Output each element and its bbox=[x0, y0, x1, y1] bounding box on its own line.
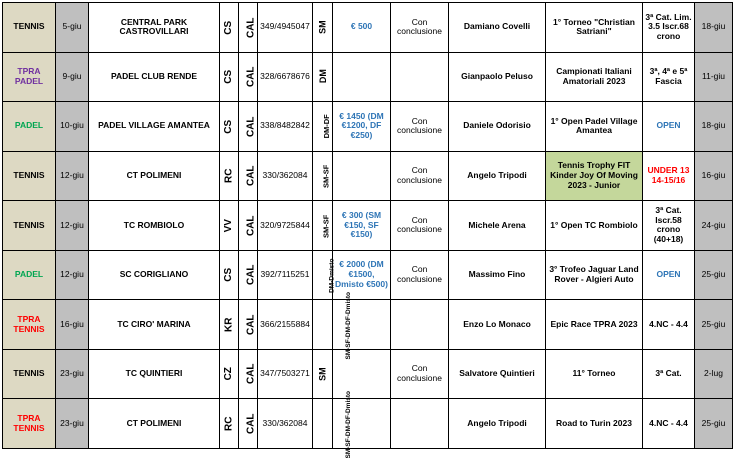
province-cell-text: RC bbox=[223, 416, 235, 431]
end-date-cell bbox=[695, 349, 733, 399]
end-date-cell bbox=[695, 250, 733, 300]
sport-cell-text: TPRA TENNIS bbox=[13, 313, 45, 334]
specialty-cell-text: SM bbox=[317, 20, 328, 34]
specialty-cell-text: DM-DF bbox=[321, 114, 331, 139]
sport-cell-text: TPRA TENNIS bbox=[13, 412, 45, 433]
province-cell-text: RC bbox=[223, 168, 235, 184]
phone-cell bbox=[258, 201, 313, 251]
prize-cell-text: € 300 (SM €150, SF €150) bbox=[341, 209, 382, 240]
province-cell bbox=[220, 201, 239, 251]
phone-cell-text: 366/2155884 bbox=[260, 318, 310, 329]
organizer-cell-text: Gianpaolo Peluso bbox=[461, 70, 533, 81]
end-date-cell bbox=[695, 52, 733, 102]
conclusion-cell-text: Con conclusione bbox=[397, 363, 442, 384]
province-cell bbox=[220, 399, 239, 449]
club-cell bbox=[89, 349, 220, 399]
prize-cell bbox=[333, 151, 391, 201]
club-cell bbox=[89, 102, 220, 152]
region-cell bbox=[239, 250, 258, 300]
region-cell bbox=[239, 201, 258, 251]
region-cell bbox=[239, 399, 258, 449]
province-cell bbox=[220, 102, 239, 152]
start-date-cell-text: 10-giu bbox=[60, 120, 84, 131]
end-date-cell-text: 16-giu bbox=[701, 170, 726, 181]
organizer-cell-text: Daniele Odorisio bbox=[463, 120, 531, 131]
province-cell bbox=[220, 300, 239, 350]
end-date-cell bbox=[695, 201, 733, 251]
specialty-cell bbox=[313, 390, 353, 458]
phone-cell bbox=[258, 250, 313, 300]
prize-cell bbox=[333, 399, 391, 449]
sport-cell-text: TENNIS bbox=[13, 368, 45, 379]
phone-cell bbox=[258, 3, 313, 53]
end-date-cell bbox=[695, 3, 733, 53]
prize-cell bbox=[333, 102, 391, 152]
conclusion-cell bbox=[391, 349, 449, 399]
sport-cell-text: TENNIS bbox=[13, 219, 45, 230]
event-cell-text: 11° Torneo bbox=[572, 368, 616, 379]
category-cell bbox=[643, 250, 695, 300]
sport-cell bbox=[3, 102, 56, 152]
end-date-cell-text: 25-giu bbox=[701, 269, 726, 280]
region-cell-text: CAL bbox=[245, 264, 257, 286]
event-cell bbox=[546, 201, 643, 251]
sport-cell bbox=[3, 52, 56, 102]
sport-cell-text: PADEL bbox=[14, 120, 44, 131]
table-body bbox=[3, 3, 733, 458]
region-cell bbox=[239, 3, 258, 53]
conclusion-cell-text: Con conclusione bbox=[397, 16, 442, 37]
organizer-cell-text: Massimo Fino bbox=[468, 269, 526, 280]
start-date-cell bbox=[56, 201, 89, 251]
prize-cell bbox=[333, 250, 391, 300]
table-row bbox=[3, 250, 733, 300]
start-date-cell bbox=[56, 300, 89, 350]
specialty-cell bbox=[313, 349, 333, 399]
category-cell bbox=[643, 399, 695, 449]
club-cell-text: TC QUINTIERI bbox=[125, 368, 183, 379]
start-date-cell bbox=[56, 399, 89, 449]
category-cell-text: 4.NC - 4.4 bbox=[649, 417, 688, 428]
prize-cell-text: € 1450 (DM €1200, DF €250) bbox=[339, 110, 384, 141]
category-cell bbox=[643, 300, 695, 350]
conclusion-cell-text: Con conclusione bbox=[397, 165, 442, 185]
region-cell-text: CAL bbox=[245, 165, 257, 187]
event-cell-text: Road to Turin 2023 bbox=[556, 417, 632, 428]
club-cell bbox=[89, 201, 220, 251]
phone-cell-text: 328/6678676 bbox=[260, 70, 310, 81]
specialty-cell-text: SM-SF-DM-DF-Dmisto bbox=[345, 291, 353, 360]
club-cell-text: SC CORIGLIANO bbox=[119, 269, 189, 280]
event-cell-text: 1° Open TC Rombiolo bbox=[550, 219, 638, 230]
prize-cell bbox=[333, 201, 391, 251]
province-cell bbox=[220, 151, 239, 201]
event-cell-text: Tennis Trophy FIT Kinder Joy Of Moving 2023 - Junior bbox=[550, 160, 638, 190]
organizer-cell bbox=[449, 3, 546, 53]
category-cell-text: 3ª Cat. Iscr.58 crono (40+18) bbox=[653, 204, 684, 245]
prize-cell-text: € 2000 (DM €1500, Dmisto €500) bbox=[335, 259, 388, 289]
phone-cell bbox=[258, 151, 313, 201]
club-cell bbox=[89, 399, 220, 449]
specialty-cell-text: DM-Dmisto bbox=[328, 258, 336, 294]
end-date-cell-text: 25-giu bbox=[701, 318, 726, 329]
prize-cell bbox=[333, 349, 391, 399]
table-row bbox=[3, 102, 733, 152]
province-cell-text: CS bbox=[223, 69, 235, 84]
phone-cell bbox=[258, 52, 313, 102]
event-cell bbox=[546, 151, 643, 201]
club-cell-text: PADEL CLUB RENDE bbox=[110, 70, 198, 81]
table-row bbox=[3, 399, 733, 449]
sport-cell-text: TENNIS bbox=[13, 170, 45, 181]
start-date-cell-text: 12-giu bbox=[60, 170, 84, 181]
province-cell-text: CS bbox=[223, 20, 235, 35]
end-date-cell bbox=[695, 102, 733, 152]
end-date-cell-text: 24-giu bbox=[701, 219, 726, 230]
club-cell bbox=[89, 52, 220, 102]
event-cell-text: Epic Race TPRA 2023 bbox=[550, 318, 638, 329]
club-cell bbox=[89, 250, 220, 300]
region-cell-text: CAL bbox=[245, 314, 257, 335]
start-date-cell-text: 9-giu bbox=[62, 70, 82, 81]
start-date-cell bbox=[56, 349, 89, 399]
start-date-cell bbox=[56, 52, 89, 102]
organizer-cell-text: Enzo Lo Monaco bbox=[463, 318, 531, 329]
club-cell bbox=[89, 151, 220, 201]
prize-cell bbox=[333, 300, 391, 350]
end-date-cell bbox=[695, 151, 733, 201]
organizer-cell bbox=[449, 399, 546, 449]
category-cell-text: UNDER 13 14-15/16 bbox=[647, 165, 690, 185]
end-date-cell-text: 18-giu bbox=[701, 21, 726, 32]
phone-cell bbox=[258, 300, 313, 350]
sport-cell bbox=[3, 399, 56, 449]
sport-cell bbox=[3, 3, 56, 53]
conclusion-cell bbox=[391, 300, 449, 350]
phone-cell-text: 320/9725844 bbox=[260, 219, 310, 230]
specialty-cell bbox=[313, 250, 336, 300]
table-row bbox=[3, 349, 733, 399]
tournament-table bbox=[2, 2, 733, 458]
province-cell-text: CS bbox=[223, 268, 235, 282]
club-cell bbox=[89, 300, 220, 350]
region-cell-text: CAL bbox=[245, 16, 257, 38]
region-cell-text: CAL bbox=[245, 215, 257, 236]
start-date-cell bbox=[56, 102, 89, 152]
region-cell-text: CAL bbox=[245, 413, 257, 434]
specialty-cell-text: DM bbox=[317, 69, 328, 84]
sport-cell bbox=[3, 201, 56, 251]
conclusion-cell bbox=[391, 201, 449, 251]
end-date-cell-text: 11-giu bbox=[702, 70, 725, 81]
organizer-cell-text: Angelo Tripodi bbox=[467, 170, 527, 181]
table-row bbox=[3, 300, 733, 350]
province-cell-text: CS bbox=[223, 119, 235, 134]
start-date-cell-text: 12-giu bbox=[60, 219, 84, 230]
club-cell-text: CENTRAL PARK CASTROVILLARI bbox=[119, 16, 189, 37]
category-cell-text: OPEN bbox=[656, 120, 681, 131]
phone-cell bbox=[258, 349, 313, 399]
club-cell-text: TC ROMBIOLO bbox=[123, 219, 185, 230]
start-date-cell-text: 23-giu bbox=[60, 417, 84, 428]
organizer-cell bbox=[449, 201, 546, 251]
sport-cell bbox=[3, 250, 56, 300]
region-cell-text: CAL bbox=[245, 363, 257, 385]
conclusion-cell bbox=[391, 399, 449, 449]
start-date-cell-text: 12-giu bbox=[60, 269, 84, 280]
table-row bbox=[3, 52, 733, 102]
start-date-cell bbox=[56, 250, 89, 300]
prize-cell bbox=[333, 52, 391, 102]
club-cell bbox=[89, 3, 220, 53]
start-date-cell-text: 16-giu bbox=[60, 318, 84, 329]
region-cell bbox=[239, 300, 258, 350]
conclusion-cell bbox=[391, 250, 449, 300]
category-cell bbox=[643, 201, 695, 251]
region-cell bbox=[239, 102, 258, 152]
event-cell bbox=[546, 250, 643, 300]
province-cell-text: VV bbox=[223, 218, 235, 233]
event-cell bbox=[546, 300, 643, 350]
category-cell-text: OPEN bbox=[656, 269, 681, 280]
organizer-cell bbox=[449, 102, 546, 152]
start-date-cell-text: 5-giu bbox=[62, 21, 82, 32]
table-row bbox=[3, 201, 733, 251]
event-cell bbox=[546, 102, 643, 152]
event-cell-text: 1° Torneo "Christian Satriani" bbox=[553, 16, 635, 37]
event-cell bbox=[546, 52, 643, 102]
category-cell bbox=[643, 151, 695, 201]
club-cell-text: CT POLIMENI bbox=[126, 170, 182, 181]
organizer-cell-text: Damiano Covelli bbox=[463, 21, 531, 32]
conclusion-cell bbox=[391, 102, 449, 152]
specialty-cell bbox=[313, 201, 333, 251]
region-cell-text: CAL bbox=[245, 116, 257, 137]
sport-cell-text: TENNIS bbox=[13, 21, 45, 32]
start-date-cell bbox=[56, 3, 89, 53]
category-cell-text: 3ª, 4ª e 5ª Fascia bbox=[649, 66, 688, 86]
region-cell bbox=[239, 52, 258, 102]
province-cell bbox=[220, 349, 239, 399]
event-cell bbox=[546, 349, 643, 399]
conclusion-cell bbox=[391, 3, 449, 53]
specialty-cell-text: SM-SF bbox=[321, 214, 331, 238]
organizer-cell-text: Angelo Tripodi bbox=[467, 417, 527, 428]
region-cell-text: CAL bbox=[245, 66, 257, 88]
event-cell bbox=[546, 3, 643, 53]
sport-cell bbox=[3, 151, 56, 201]
organizer-cell-text: Michele Arena bbox=[468, 219, 526, 230]
club-cell-text: PADEL VILLAGE AMANTEA bbox=[98, 120, 210, 131]
event-cell bbox=[546, 399, 643, 449]
end-date-cell bbox=[695, 399, 733, 449]
club-cell-text: CT POLIMENI bbox=[126, 417, 182, 428]
region-cell bbox=[239, 151, 258, 201]
specialty-cell-text: SM-SF-DM-DF-Dmisto bbox=[345, 390, 353, 458]
phone-cell-text: 330/362084 bbox=[262, 417, 308, 428]
phone-cell-text: 392/7115251 bbox=[260, 269, 310, 280]
province-cell-text: KR bbox=[223, 317, 235, 332]
end-date-cell-text: 18-giu bbox=[701, 120, 726, 131]
region-cell bbox=[239, 349, 258, 399]
phone-cell-text: 338/8482842 bbox=[260, 120, 310, 131]
phone-cell-text: 330/362084 bbox=[262, 170, 308, 181]
club-cell-text: TC CIRO' MARINA bbox=[117, 318, 191, 329]
phone-cell-text: 349/4945047 bbox=[260, 21, 310, 32]
province-cell bbox=[220, 3, 239, 53]
specialty-cell bbox=[313, 102, 333, 152]
phone-cell bbox=[258, 399, 313, 449]
province-cell bbox=[220, 52, 239, 102]
conclusion-cell-text: Con conclusione bbox=[397, 264, 442, 284]
province-cell-text: CZ bbox=[223, 367, 235, 381]
organizer-cell bbox=[449, 349, 546, 399]
sport-cell-text: PADEL bbox=[14, 269, 44, 280]
specialty-cell bbox=[313, 52, 333, 102]
conclusion-cell-text: Con conclusione bbox=[397, 214, 442, 235]
organizer-cell bbox=[449, 300, 546, 350]
organizer-cell bbox=[449, 250, 546, 300]
specialty-cell-text: SM-SF bbox=[321, 164, 331, 189]
phone-cell-text: 347/7503271 bbox=[260, 368, 310, 379]
phone-cell bbox=[258, 102, 313, 152]
organizer-cell bbox=[449, 151, 546, 201]
end-date-cell bbox=[695, 300, 733, 350]
category-cell-text: 4.NC - 4.4 bbox=[649, 318, 688, 329]
conclusion-cell bbox=[391, 151, 449, 201]
category-cell-text: 3ª Cat. bbox=[655, 368, 682, 379]
specialty-cell bbox=[313, 3, 333, 53]
sport-cell-text: TPRA PADEL bbox=[14, 66, 44, 86]
organizer-cell bbox=[449, 52, 546, 102]
specialty-cell bbox=[313, 291, 353, 360]
prize-cell bbox=[333, 3, 391, 53]
category-cell bbox=[643, 3, 695, 53]
category-cell bbox=[643, 52, 695, 102]
table-row bbox=[3, 3, 733, 53]
conclusion-cell bbox=[391, 52, 449, 102]
prize-cell-text: € 500 bbox=[350, 21, 373, 32]
category-cell bbox=[643, 102, 695, 152]
start-date-cell-text: 23-giu bbox=[60, 368, 84, 379]
event-cell-text: Campionati Italiani Amatoriali 2023 bbox=[556, 66, 632, 86]
start-date-cell bbox=[56, 151, 89, 201]
specialty-cell-text: SM bbox=[317, 367, 328, 381]
table-row bbox=[3, 151, 733, 201]
sport-cell bbox=[3, 300, 56, 350]
end-date-cell-text: 25-giu bbox=[701, 417, 726, 428]
specialty-cell bbox=[313, 151, 333, 201]
conclusion-cell-text: Con conclusione bbox=[397, 115, 442, 136]
sport-cell bbox=[3, 349, 56, 399]
category-cell bbox=[643, 349, 695, 399]
end-date-cell-text: 2-lug bbox=[704, 368, 723, 379]
category-cell-text: 3ª Cat. Lim. 3.5 Iscr.68 crono bbox=[645, 11, 692, 42]
province-cell bbox=[220, 250, 239, 300]
event-cell-text: 3° Trofeo Jaguar Land Rover - Algieri Auto bbox=[549, 264, 639, 284]
event-cell-text: 1° Open Padel Village Amantea bbox=[550, 115, 638, 136]
organizer-cell-text: Salvatore Quintieri bbox=[459, 368, 535, 379]
